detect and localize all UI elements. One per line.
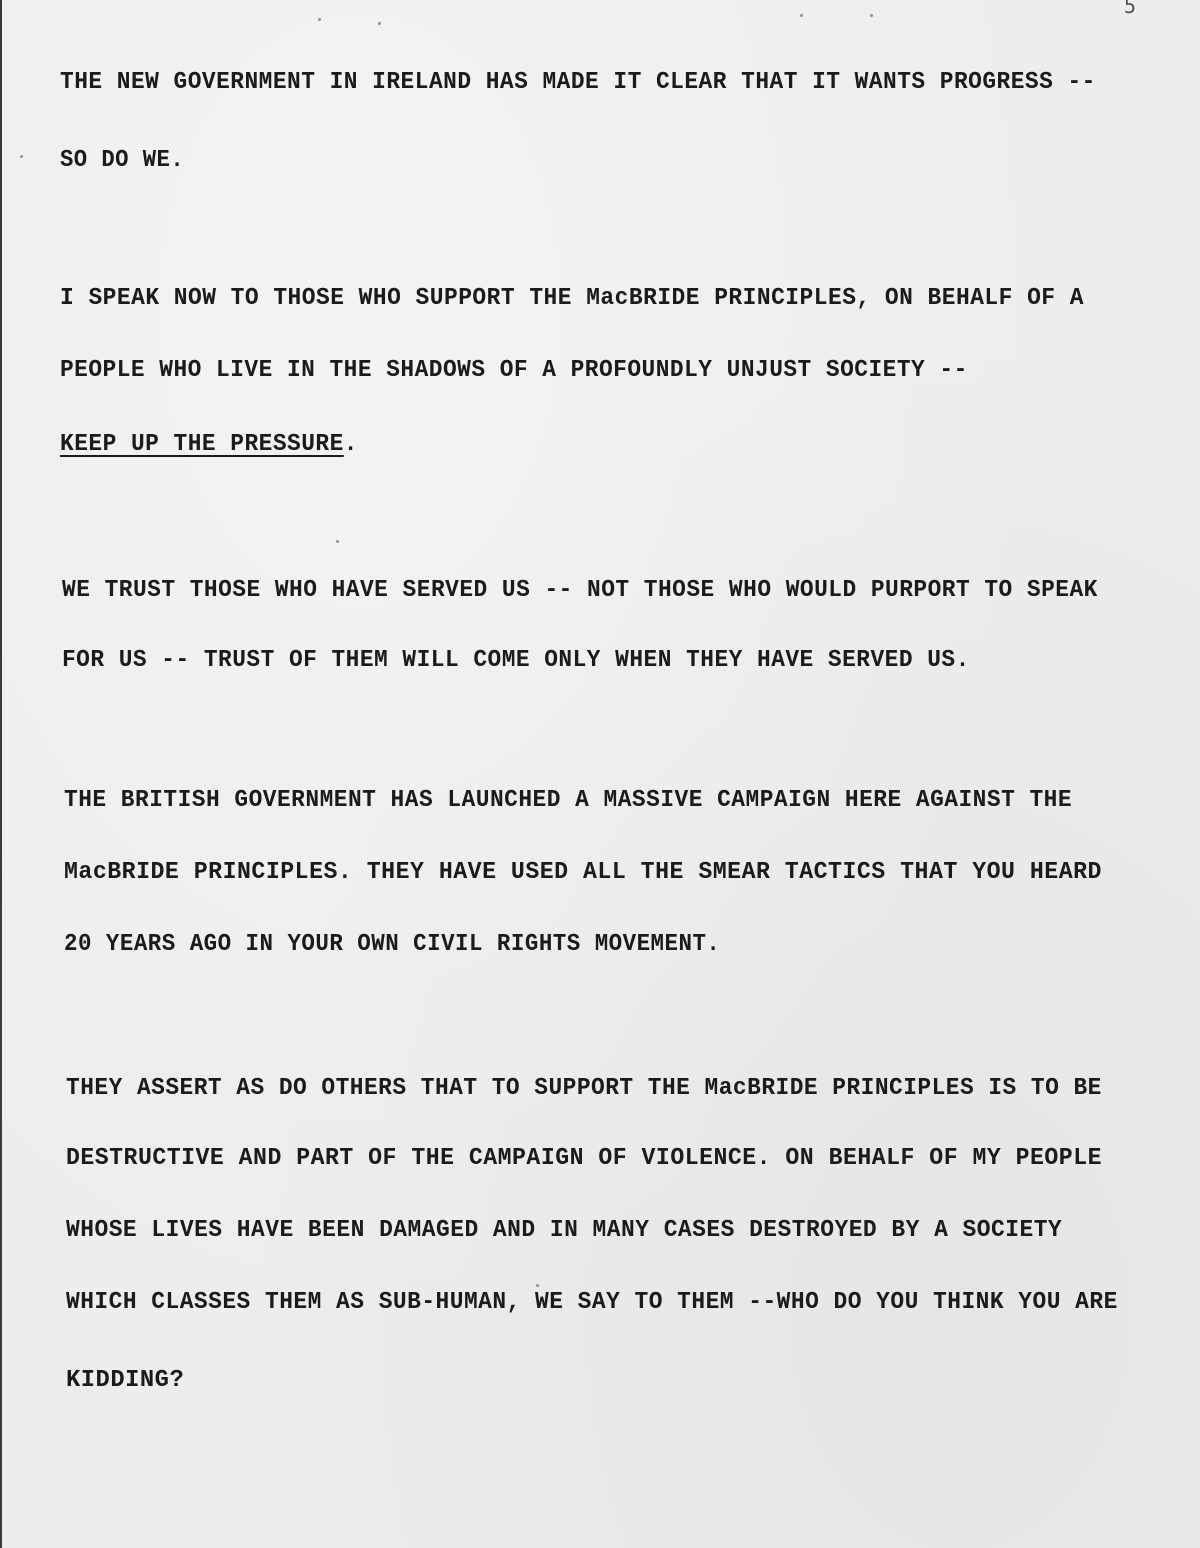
paper-speck xyxy=(800,14,803,17)
emphasis-line xyxy=(60,430,358,460)
underlined-text: KEEP UP THE PRESSURE xyxy=(60,431,344,458)
page-number-mark: 5 xyxy=(1124,0,1137,18)
text-line: THE NEW GOVERNMENT IN IRELAND HAS MADE IT CLEAR THAT IT WANTS PROGRESS -- xyxy=(60,69,1096,96)
text-line: SO DO WE. xyxy=(60,147,185,174)
text-line: 20 YEARS AGO IN YOUR OWN CIVIL RIGHTS MOVEMENT. xyxy=(64,931,721,958)
text-line: PEOPLE WHO LIVE IN THE SHADOWS OF A PROFOUNDLY UNJUST SOCIETY -- xyxy=(60,357,968,384)
text-line: KIDDING? xyxy=(66,1367,185,1394)
paper-speck xyxy=(318,18,321,21)
page-left-edge xyxy=(0,0,2,1548)
paper-speck xyxy=(870,14,873,17)
text-line: DESTRUCTIVE AND PART OF THE CAMPAIGN OF VIOLENCE. ON BEHALF OF MY PEOPLE xyxy=(66,1145,1102,1172)
paper-speck xyxy=(378,22,381,25)
text-line: WE TRUST THOSE WHO HAVE SERVED US -- NOT THOSE WHO WOULD PURPORT TO SPEAK xyxy=(62,577,1098,604)
text-line: WHICH CLASSES THEM AS SUB-HUMAN, WE SAY TO THEM --WHO DO YOU THINK YOU ARE xyxy=(66,1289,1118,1316)
paper-speck xyxy=(536,1284,539,1287)
paper-speck xyxy=(20,155,23,158)
text-line: THE BRITISH GOVERNMENT HAS LAUNCHED A MASSIVE CAMPAIGN HERE AGAINST THE xyxy=(64,787,1073,814)
text-line: FOR US -- TRUST OF THEM WILL COME ONLY WHEN THEY HAVE SERVED US. xyxy=(62,647,970,674)
text-line: I SPEAK NOW TO THOSE WHO SUPPORT THE MacBRIDE PRINCIPLES, ON BEHALF OF A xyxy=(60,285,1084,312)
text-line: MacBRIDE PRINCIPLES. THEY HAVE USED ALL THE SMEAR TACTICS THAT YOU HEARD xyxy=(64,859,1102,886)
paper-speck xyxy=(336,540,339,543)
text-line: WHOSE LIVES HAVE BEEN DAMAGED AND IN MANY CASES DESTROYED BY A SOCIETY xyxy=(66,1217,1063,1244)
text-line-end: . xyxy=(343,431,358,458)
text-line: THEY ASSERT AS DO OTHERS THAT TO SUPPORT THE MacBRIDE PRINCIPLES IS TO BE xyxy=(66,1075,1102,1102)
